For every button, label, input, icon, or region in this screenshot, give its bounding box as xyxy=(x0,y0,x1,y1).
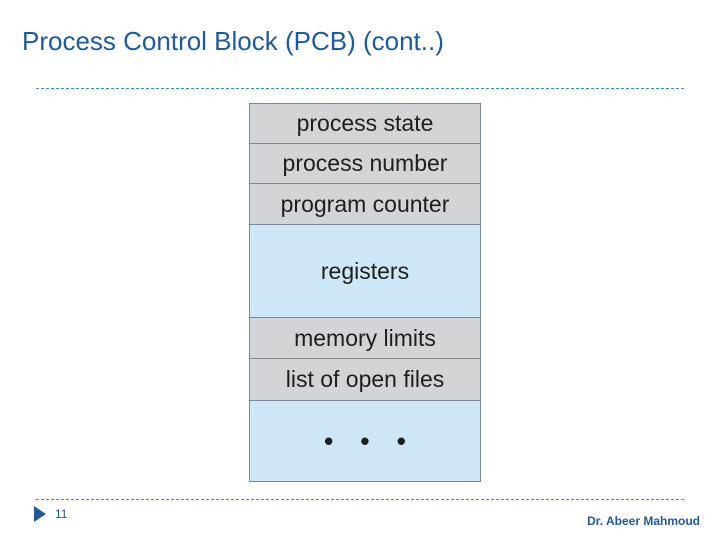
pcb-field-program-counter: program counter xyxy=(250,184,480,225)
pcb-diagram xyxy=(249,103,481,482)
pcb-field-process-number: process number xyxy=(250,144,480,184)
pcb-field-process-state: process state xyxy=(250,104,480,144)
footer-divider xyxy=(36,499,684,500)
title-divider xyxy=(36,88,684,89)
pcb-field-open-files: list of open files xyxy=(250,359,480,401)
page-number: 11 xyxy=(55,507,68,521)
slide-marker-icon xyxy=(34,506,46,522)
author-credit: Dr. Abeer Mahmoud xyxy=(587,514,700,528)
pcb-field-registers: registers xyxy=(250,225,480,318)
slide-title: Process Control Block (PCB) (cont..) xyxy=(22,26,444,56)
pcb-field-ellipsis: • • • xyxy=(250,401,480,481)
pcb-field-memory-limits: memory limits xyxy=(250,318,480,359)
